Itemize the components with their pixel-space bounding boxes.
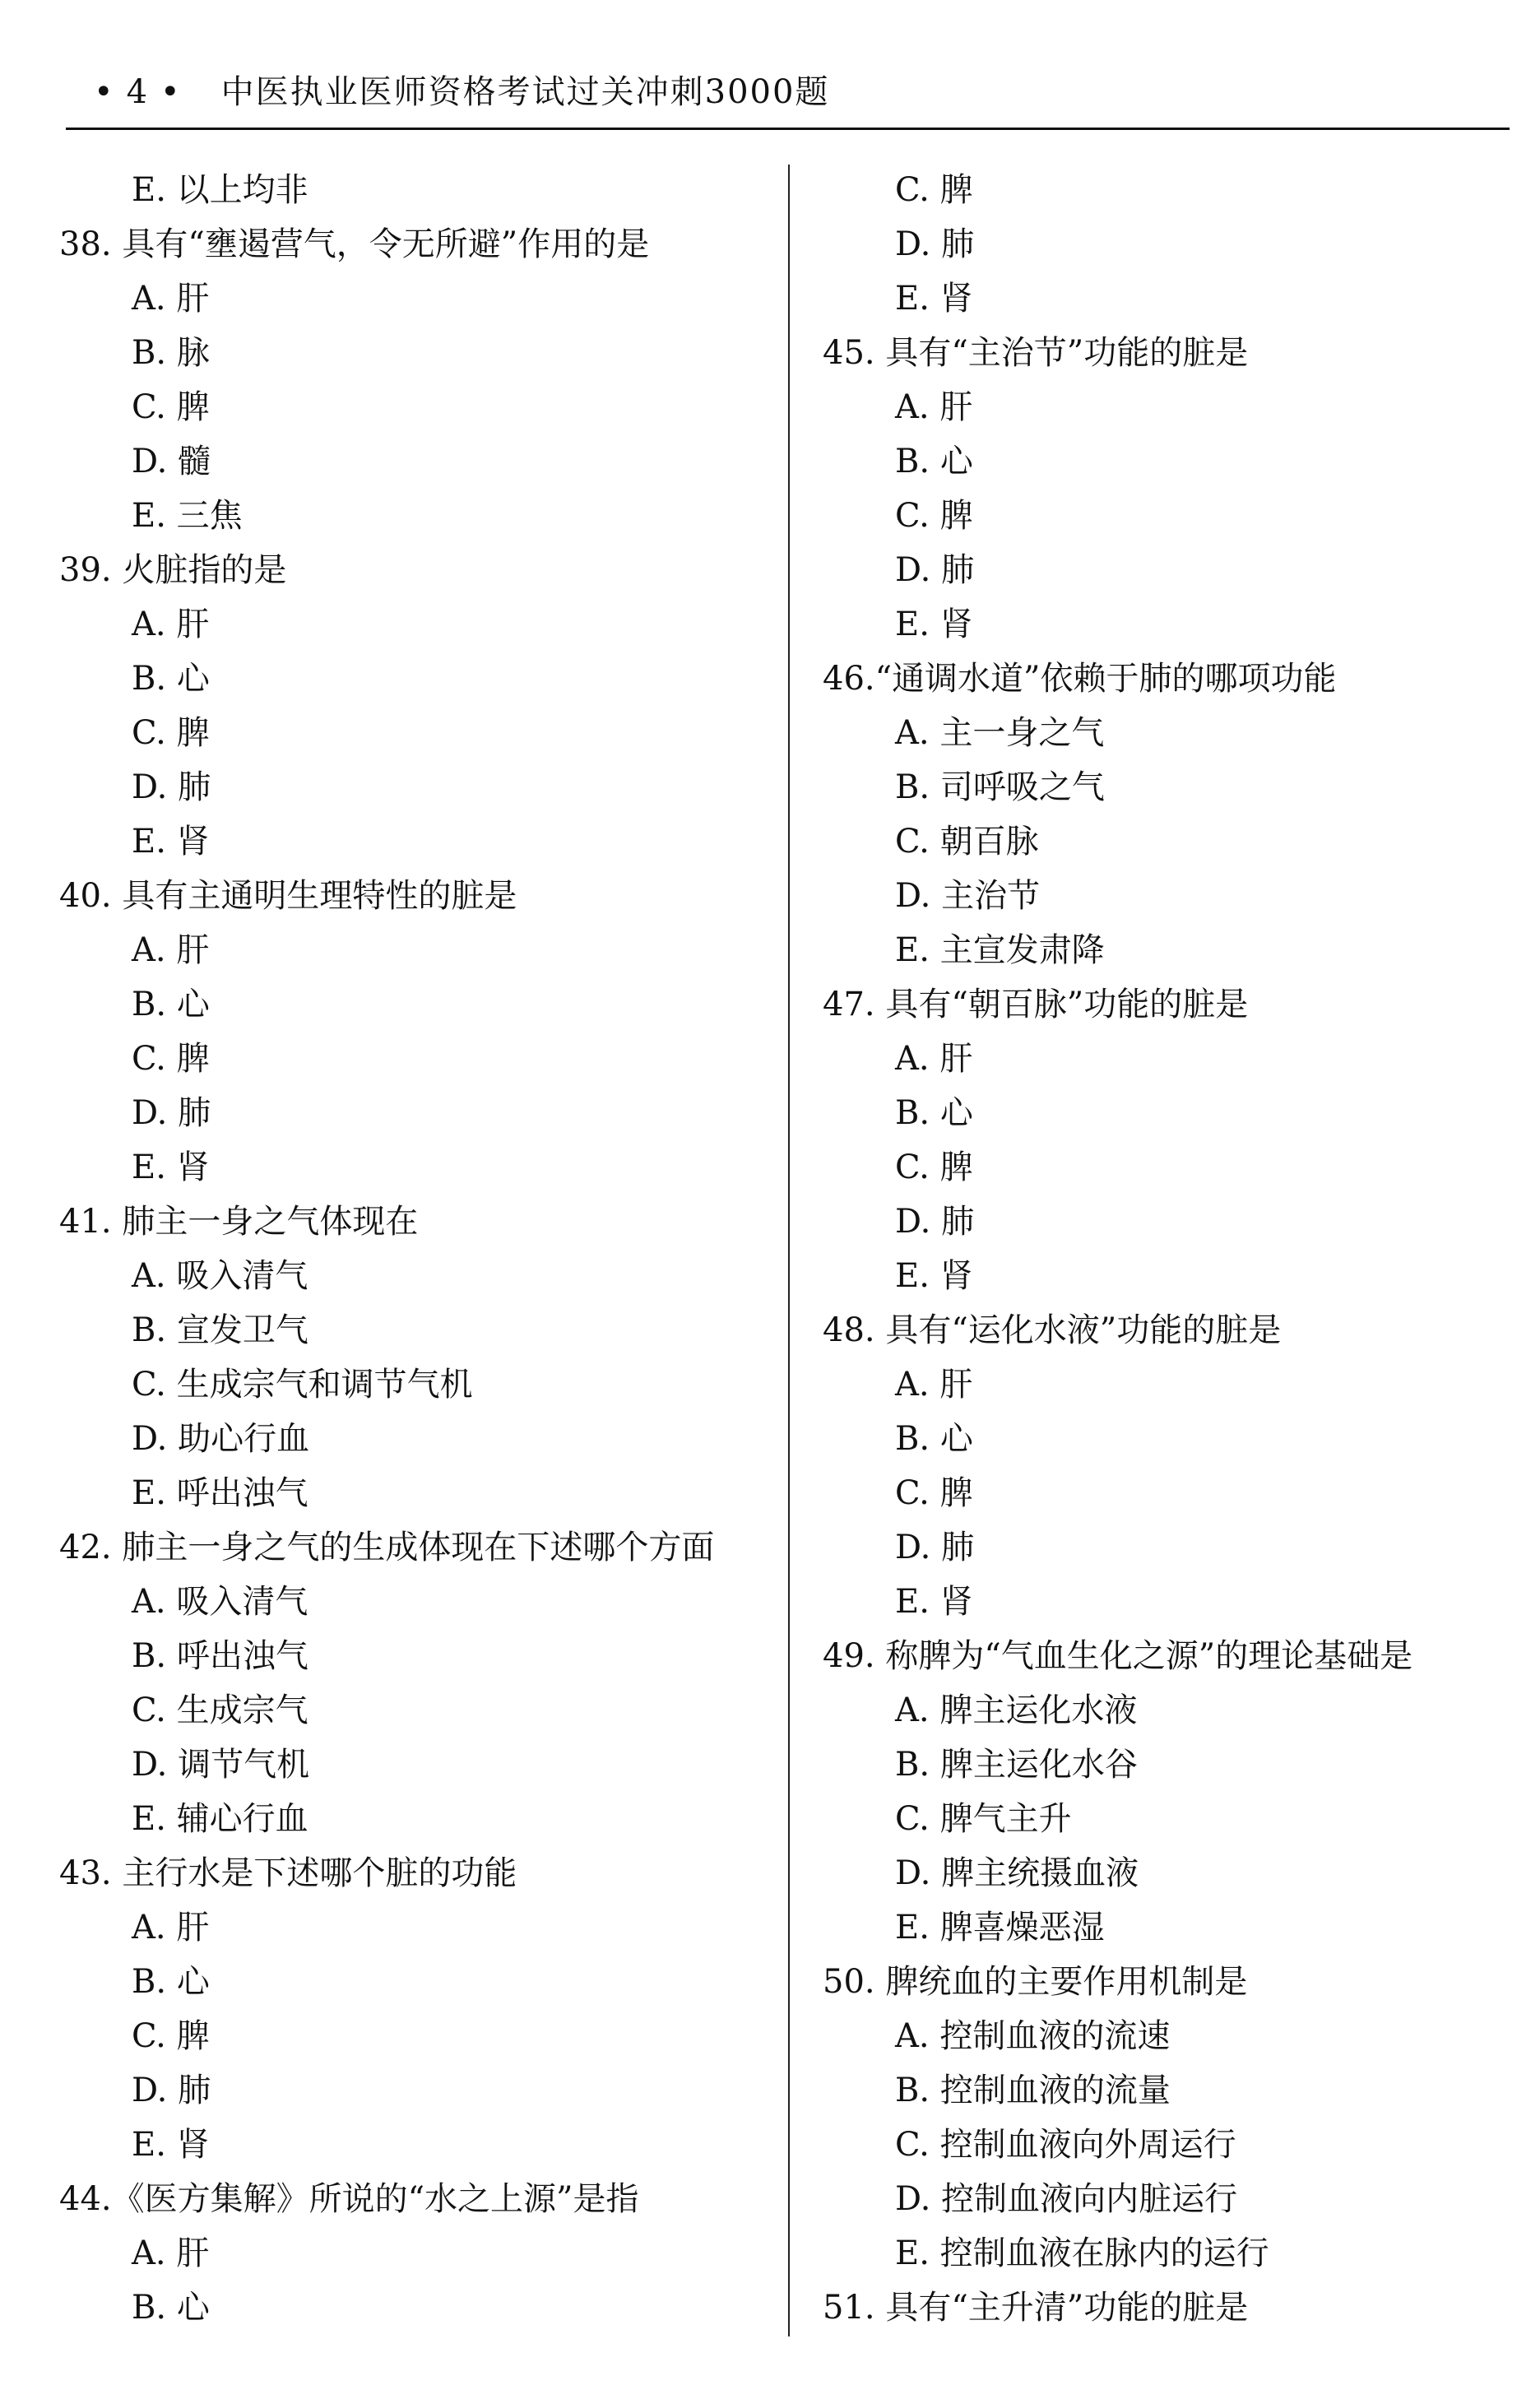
answer-option: E. 肾 — [132, 1148, 210, 1186]
answer-option: D. 调节气机 — [132, 1746, 310, 1784]
header-rule — [66, 128, 1510, 130]
question-stem: 48. 具有“运化水液”功能的脏是 — [823, 1311, 1282, 1349]
column-divider — [788, 165, 790, 2336]
answer-option: C. 脾 — [895, 171, 973, 209]
question-stem: 38. 具有“壅遏营气，令无所避”作用的是 — [59, 225, 650, 263]
answer-option: E. 肾 — [895, 606, 973, 643]
answer-option: B. 司呼吸之气 — [895, 768, 1105, 806]
answer-option: D. 肺 — [895, 1529, 975, 1566]
answer-option: A. 肝 — [895, 1366, 973, 1404]
answer-option: C. 控制血液向外周运行 — [895, 2126, 1236, 2164]
answer-option: A. 肝 — [132, 2234, 210, 2272]
question-stem: 51. 具有“主升清”功能的脏是 — [823, 2289, 1249, 2327]
question-stem: 45. 具有“主治节”功能的脏是 — [823, 334, 1249, 372]
answer-option: B. 宣发卫气 — [132, 1311, 308, 1349]
answer-option: C. 朝百脉 — [895, 823, 1039, 861]
answer-option: D. 助心行血 — [132, 1420, 310, 1458]
page-number: 4 — [126, 73, 150, 111]
question-stem: 47. 具有“朝百脉”功能的脏是 — [823, 986, 1249, 1023]
answer-option: B. 脉 — [132, 334, 210, 372]
answer-option: A. 主一身之气 — [895, 714, 1105, 752]
answer-option: B. 心 — [895, 443, 973, 480]
answer-option: C. 脾 — [895, 1474, 973, 1512]
answer-option: A. 脾主运化水液 — [895, 1691, 1138, 1729]
answer-option: A. 肝 — [895, 388, 973, 426]
question-stem: 44.《医方集解》所说的“水之上源”是指 — [59, 2180, 639, 2218]
answer-option: D. 肺 — [132, 1094, 211, 1132]
answer-option: D. 肺 — [895, 1203, 975, 1241]
answer-option: B. 心 — [895, 1420, 973, 1458]
answer-option: A. 吸入清气 — [132, 1257, 308, 1295]
question-stem: 46.“通调水道”依赖于肺的哪项功能 — [823, 660, 1337, 698]
answer-option: B. 心 — [895, 1094, 973, 1132]
answer-option: A. 肝 — [132, 931, 210, 969]
answer-option: E. 以上均非 — [132, 171, 308, 209]
answer-option: E. 肾 — [132, 2126, 210, 2164]
answer-option: B. 心 — [132, 2289, 210, 2327]
question-stem: 42. 肺主一身之气的生成体现在下述哪个方面 — [59, 1529, 715, 1566]
answer-option: C. 脾 — [132, 388, 210, 426]
answer-option: D. 控制血液向内脏运行 — [895, 2180, 1238, 2218]
answer-option: A. 吸入清气 — [132, 1583, 308, 1621]
answer-option: E. 辅心行血 — [132, 1800, 308, 1838]
answer-option: E. 主宣发肃降 — [895, 931, 1105, 969]
answer-option: E. 肾 — [895, 280, 973, 318]
answer-option: E. 脾喜燥恶湿 — [895, 1909, 1105, 1947]
answer-option: C. 脾 — [132, 714, 210, 752]
question-stem: 39. 火脏指的是 — [59, 551, 287, 589]
answer-option: B. 控制血液的流量 — [895, 2072, 1171, 2109]
right-column — [823, 163, 1538, 2335]
answer-option: E. 控制血液在脉内的运行 — [895, 2234, 1269, 2272]
answer-option: C. 脾 — [132, 2017, 210, 2055]
answer-option: C. 脾 — [132, 1040, 210, 1078]
answer-option: D. 肺 — [895, 225, 975, 263]
header-bullet-right: • — [160, 73, 182, 111]
question-stem: 49. 称脾为“气血生化之源”的理论基础是 — [823, 1637, 1413, 1675]
answer-option: B. 呼出浊气 — [132, 1637, 308, 1675]
answer-option: C. 生成宗气和调节气机 — [132, 1366, 473, 1404]
answer-option: A. 肝 — [132, 606, 210, 643]
answer-option: E. 肾 — [895, 1583, 973, 1621]
running-header — [82, 69, 829, 115]
answer-option: C. 脾气主升 — [895, 1800, 1072, 1838]
question-stem: 40. 具有主通明生理特性的脏是 — [59, 877, 517, 915]
answer-option: E. 肾 — [132, 823, 210, 861]
left-column — [59, 163, 775, 2335]
answer-option: A. 肝 — [132, 280, 210, 318]
answer-option: D. 肺 — [132, 2072, 211, 2109]
answer-option: A. 控制血液的流速 — [895, 2017, 1171, 2055]
answer-option: B. 脾主运化水谷 — [895, 1746, 1138, 1784]
answer-option: C. 脾 — [895, 1148, 973, 1186]
answer-option: A. 肝 — [132, 1909, 210, 1947]
answer-option: B. 心 — [132, 660, 210, 698]
answer-option: B. 心 — [132, 986, 210, 1023]
book-title: 中医执业医师资格考试过关冲刺3000题 — [220, 73, 830, 111]
answer-option: E. 肾 — [895, 1257, 973, 1295]
answer-option: E. 三焦 — [132, 497, 243, 535]
question-stem: 43. 主行水是下述哪个脏的功能 — [59, 1854, 517, 1892]
answer-option: C. 脾 — [895, 497, 973, 535]
answer-option: D. 肺 — [895, 551, 975, 589]
answer-option: D. 脾主统摄血液 — [895, 1854, 1139, 1892]
answer-option: D. 髓 — [132, 443, 211, 480]
header-bullet-left: • — [94, 73, 115, 111]
answer-option: A. 肝 — [895, 1040, 973, 1078]
answer-option: D. 肺 — [132, 768, 211, 806]
answer-option: D. 主治节 — [895, 877, 1041, 915]
question-stem: 50. 脾统血的主要作用机制是 — [823, 1963, 1248, 2001]
answer-option: C. 生成宗气 — [132, 1691, 308, 1729]
answer-option: E. 呼出浊气 — [132, 1474, 308, 1512]
question-stem: 41. 肺主一身之气体现在 — [59, 1203, 419, 1241]
answer-option: B. 心 — [132, 1963, 210, 2001]
